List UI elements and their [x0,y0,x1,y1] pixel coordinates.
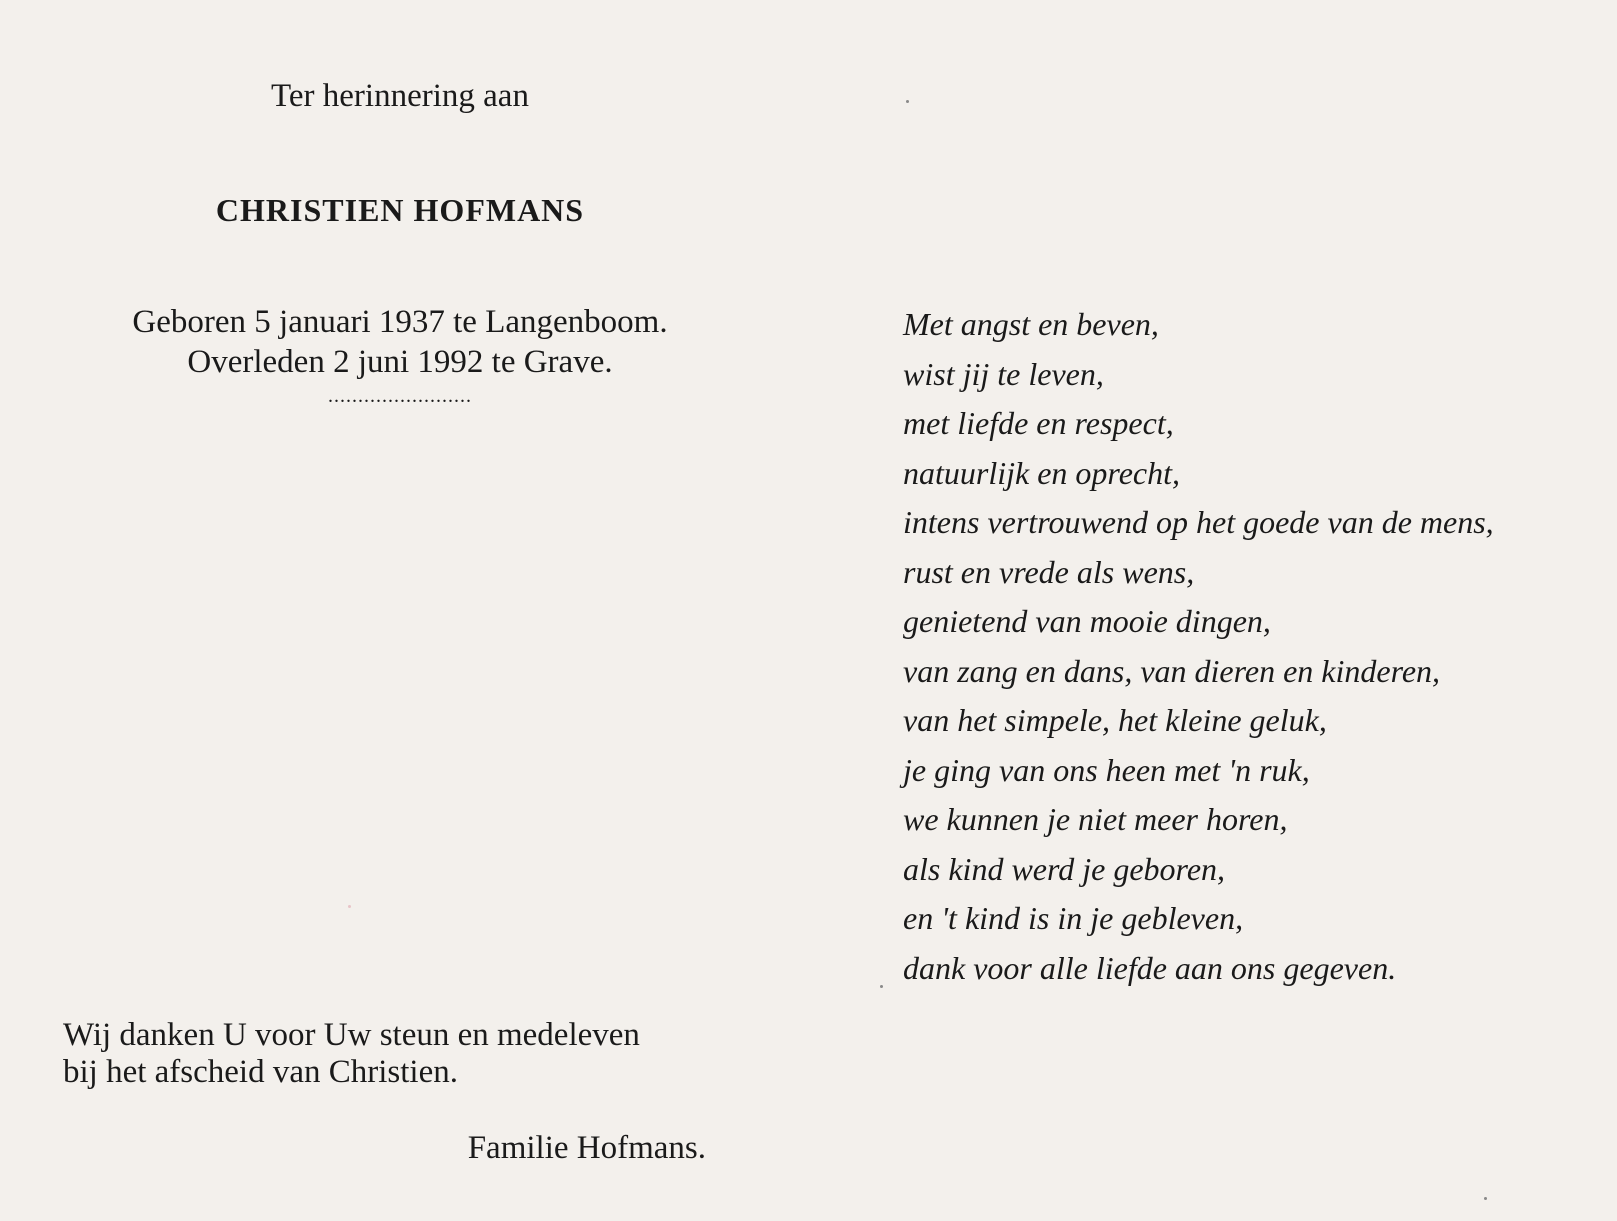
poem-line: natuurlijk en oprecht, [903,454,1180,491]
paper-speck [1484,1197,1487,1200]
paper-speck [880,985,883,988]
poem-line: met liefde en respect, [903,405,1174,441]
family-signature: Familie Hofmans. [467,1130,706,1166]
death-line: Overleden 2 juni 1992 te Grave. [187,344,613,380]
deceased-name: CHRISTIEN HOFMANS [215,192,585,228]
poem-line: intens vertrouwend op het goede van de mens, [903,504,1494,540]
poem-line: rust en vrede als wens, [903,553,1195,590]
birth-line: Geboren 5 januari 1937 te Langenboom. [132,304,668,340]
poem-line: van het simpele, het kleine geluk, [903,702,1327,738]
poem-line: dank voor alle liefde aan ons gegeven. [903,949,1397,986]
memorial-left-panel [60,0,740,1221]
thanks-line-2: bij het afscheid van Christien. [63,1054,458,1090]
thanks-message [63,1017,743,1091]
poem-line: genietend van mooie dingen, [903,603,1271,639]
thanks-line-1: Wij danken U voor Uw steun en medeleven [63,1017,640,1053]
paper-speck [906,100,909,103]
poem-line: we kunnen je niet meer horen, [903,801,1288,837]
poem-line: als kind werd je geboren, [903,850,1226,887]
intro-text: Ter herinnering aan [271,78,529,114]
poem-line: van zang en dans, van dieren en kinderen, [903,652,1441,689]
poem [903,300,1593,993]
poem-line: Met angst en beven, [903,306,1159,342]
paper-speck [348,905,351,908]
poem-line: en 't kind is in je gebleven, [903,900,1244,936]
poem-line: wist jij te leven, [903,355,1104,392]
poem-line: je ging van ons heen met 'n ruk, [903,751,1310,788]
dotted-divider: ........................ [328,385,472,407]
life-dates [60,302,740,382]
